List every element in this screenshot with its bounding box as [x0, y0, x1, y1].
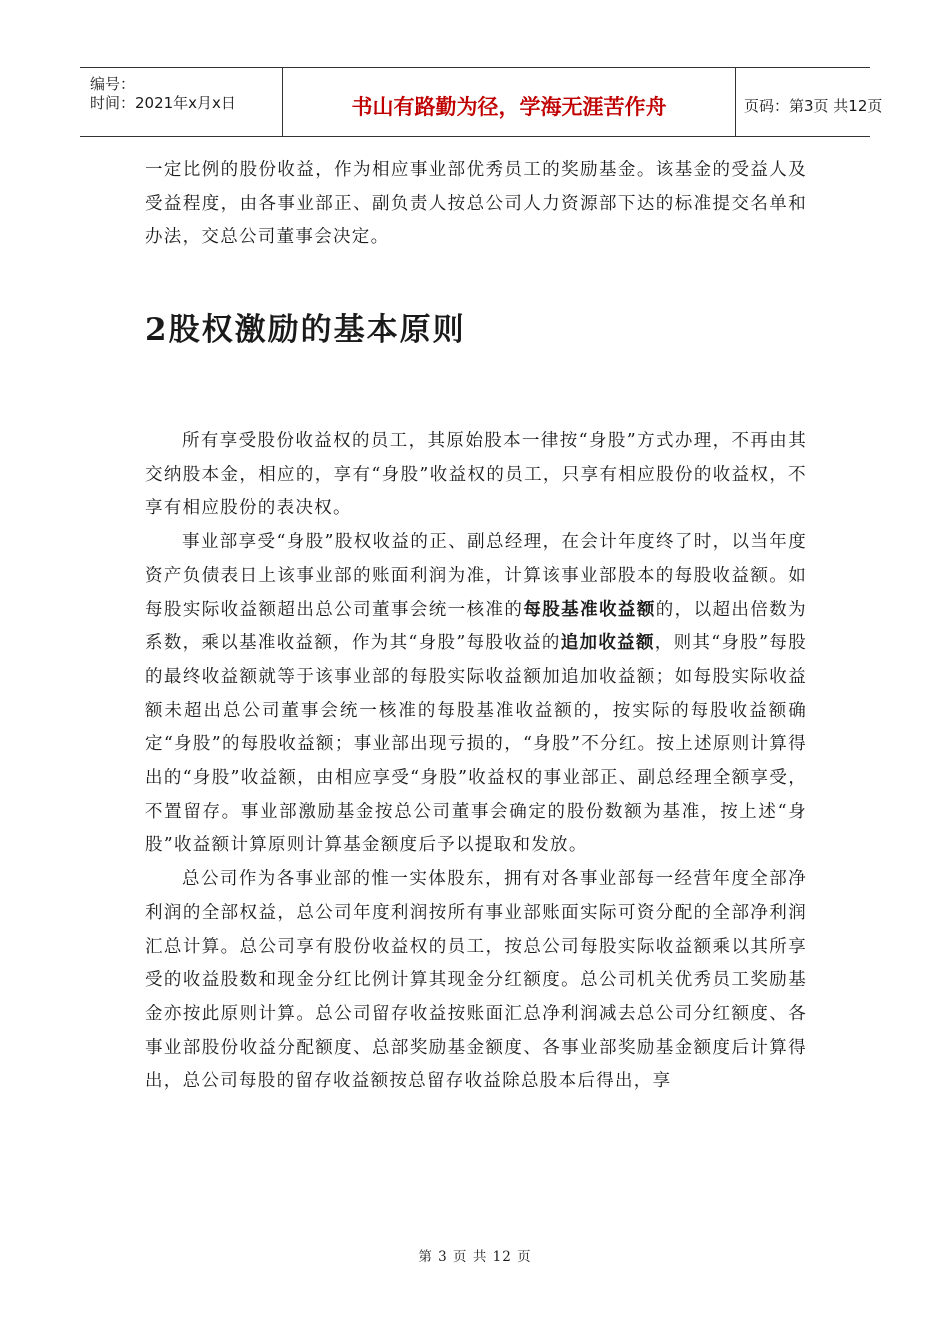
header-motto-cell — [282, 68, 736, 136]
section-heading: 2股权激励的基本原则 — [145, 312, 466, 348]
intro-block — [145, 154, 807, 255]
paragraph-headquarters-profit: 总公司作为各事业部的惟一实体股东，拥有对各事业部每一经营年度全部净利润的全部权益，总公司年度利润按所有事业部账面实际可资分配的全部净利润汇总计算。总公司享有股份收益权的员工，按总公司每股实际收益额乘以其所享受的收益股数和现金分红比例计算其现金分红额度。总公司机关优秀员工奖励基金亦按此原则计算。总公司留存收益按账面汇总净利润减去总公司分红额度、各事业部股份收益分配额度、总部奖励基金额度、各事业部奖励基金额度后计算得出，总公司每股的留存收益额按总留存收益除总股本后得出，享 — [145, 869, 807, 1092]
bold-term-base-income: 每股基准收益额 — [523, 599, 656, 620]
page-footer: 第 3 页 共 12 页 — [418, 1249, 532, 1265]
paragraph-text: ，则其“身股”每股的最终收益额就等于该事业部的每股实际收益额加追加收益额；如每股实际收益额未超出总公司董事会统一核准的每股基准收益额的，按实际的每股收益额确定“身股”的每股收益额；事业部出现亏损的，“身股”不分红。按上述原则计算得出的“身股”收益额，由相应享受“身股”收益权的事业部正、副总经理全额享受，不置留存。事业部激励基金按总公司董事会确定的股份数额为基准，按上述“身股”收益额计算原则计算基金额度后予以提取和发放。 — [145, 633, 808, 856]
bold-term-additional-income: 追加收益额 — [560, 633, 655, 654]
body-block — [145, 425, 807, 1099]
header-page-cell — [736, 68, 883, 136]
paragraph-shares-rights: 所有享受股份收益权的员工，其原始股本一律按“身股”方式办理，不再由其交纳股本金，相应的，享有“身股”收益权的员工，只享有相应股份的收益权，不享有相应股份的表决权。 — [145, 431, 807, 519]
document-number-label: 编号： — [90, 75, 136, 93]
paragraph-text: 的，以超出倍数为系数，乘以基准收益额，作为其“身股”每股收益的 — [145, 599, 807, 654]
page-header — [80, 67, 883, 137]
paragraph-text: 事业部享受“身股”股权收益的正、副总经理，在会计年度终了时，以当年度资产负债表日上该事业部的账面利润为准，计算该事业部股本的每股收益额。如每股实际收益额超出总公司董事会统一核准的 — [145, 532, 807, 620]
document-date-label: 时间：2021年x月x日 — [90, 94, 236, 112]
header-page-info: 页码：第3页 共12页 — [744, 97, 883, 115]
paragraph-division-income — [145, 526, 807, 863]
intro-paragraph: 一定比例的股份收益，作为相应事业部优秀员工的奖励基金。该基金的受益人及受益程度，由各事业部正、副负责人按总公司人力资源部下达的标准提交名单和办法，交总公司董事会决定。 — [145, 160, 807, 248]
header-meta-cell — [80, 68, 282, 136]
header-motto: 书山有路勤为径，学海无涯苦作舟 — [351, 95, 667, 119]
